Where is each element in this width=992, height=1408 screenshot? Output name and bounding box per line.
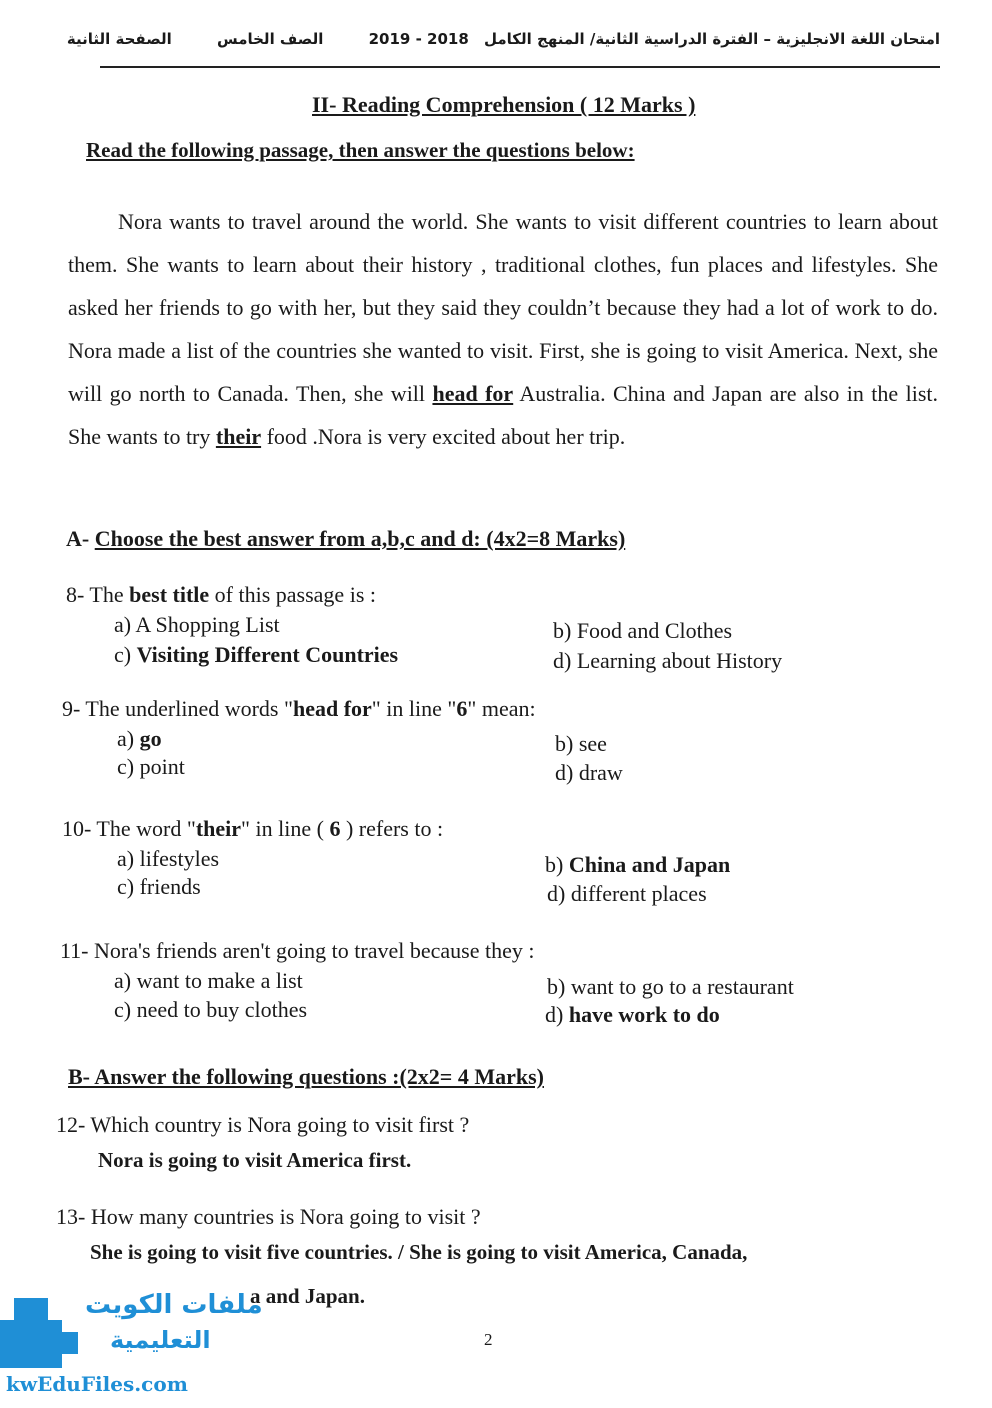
section-a-heading: [66, 526, 625, 552]
q12-answer: Nora is going to visit America first.: [98, 1148, 412, 1172]
page-number: 2: [484, 1330, 493, 1349]
q10-bold1: their: [195, 816, 242, 841]
q8-option-c: [114, 642, 398, 668]
q11-option-d: [545, 1002, 720, 1028]
q9-option-d: d) draw: [555, 760, 623, 785]
q11-d-text: have work to do: [568, 1002, 720, 1027]
q10-bold2: 6: [329, 816, 341, 841]
puzzle-block-side: [58, 1332, 78, 1354]
q9-option-a: [117, 726, 162, 752]
q10-post: ) refers to :: [345, 816, 444, 841]
question-12: 12- Which country is Nora going to visit first ?: [56, 1112, 470, 1137]
q8-number: 8- The: [66, 582, 124, 607]
q8-option-a: a) A Shopping List: [114, 612, 280, 637]
header-year: 2018 - 2019: [368, 30, 469, 48]
watermark-logo: [0, 1280, 263, 1403]
q11-option-a: a) want to make a list: [114, 968, 303, 993]
question-10: [62, 816, 443, 842]
puzzle-block-top: [14, 1298, 48, 1324]
keyword-head-for: head for: [432, 381, 514, 406]
q8-c-prefix: c): [114, 642, 132, 667]
question-11: 11- Nora's friends aren't going to travel because they :: [60, 938, 535, 963]
q10-mid: " in line (: [241, 816, 324, 841]
q8-option-d: d) Learning about History: [553, 648, 783, 673]
question-8: [66, 582, 376, 608]
q9-post: " mean:: [467, 696, 536, 721]
reading-passage: [68, 200, 938, 458]
q10-b-text: China and Japan: [568, 852, 731, 877]
q8-option-b: b) Food and Clothes: [553, 618, 733, 643]
q9-option-b: b) see: [555, 731, 607, 756]
keyword-their: their: [215, 424, 262, 449]
header-exam-title: امتحان اللغة الانجليزية – الفترة الدراسية الثانية/ المنهج الكامل: [484, 30, 940, 48]
q11-option-b: b) want to go to a restaurant: [547, 974, 794, 999]
q10-pre: 10- The word ": [62, 816, 196, 841]
watermark-line-1: ملفات الكويت: [85, 1290, 263, 1320]
q8-rest: of this passage is :: [214, 582, 376, 607]
q9-bold2: 6: [456, 696, 468, 721]
q9-option-c: c) point: [117, 754, 185, 779]
question-13: 13- How many countries is Nora going to visit ?: [56, 1204, 481, 1229]
q9-a-prefix: a): [117, 726, 135, 751]
puzzle-block-main: [0, 1320, 62, 1368]
section-b-title: B- Answer the following questions :(2x2= 4 Marks): [68, 1064, 544, 1089]
watermark-line-2: التعليمية: [110, 1326, 211, 1354]
q10-option-a: a) lifestyles: [117, 846, 220, 871]
q8-c-text: Visiting Different Countries: [136, 642, 399, 667]
q10-b-prefix: b): [545, 852, 564, 877]
q13-answer-line-1: She is going to visit five countries. / She is going to visit America, Canada,: [90, 1240, 748, 1264]
q11-option-c: c) need to buy clothes: [114, 997, 308, 1022]
watermark-url: kwEduFiles.com: [6, 1372, 188, 1396]
q11-d-prefix: d): [545, 1002, 564, 1027]
page-header: [66, 30, 940, 68]
passage-part-3: food .Nora is very excited about her trip.: [266, 424, 626, 449]
q9-mid: " in line ": [371, 696, 457, 721]
q13-answer-line-2: a and Japan.: [250, 1284, 365, 1308]
section-title: II- Reading Comprehension ( 12 Marks ): [312, 92, 696, 117]
q9-bold1: head for: [292, 696, 372, 721]
header-grade: الصف الخامس: [217, 30, 324, 48]
header-page-label: الصفحة الثانية: [66, 30, 172, 48]
instruction: Read the following passage, then answer the questions below:: [86, 138, 635, 162]
q10-option-d: d) different places: [547, 881, 707, 906]
question-9: [62, 696, 536, 722]
q8-bold: best title: [129, 582, 210, 607]
q9-pre: 9- The underlined words ": [62, 696, 293, 721]
q9-a-text: go: [139, 726, 162, 751]
q10-option-b: [545, 852, 730, 878]
q10-option-c: c) friends: [117, 874, 201, 899]
passage-part-2: Australia. China and Japan are also in the list. She wants to try: [68, 381, 938, 449]
section-a-prefix: A-: [66, 526, 90, 551]
passage-part-1: Nora wants to travel around the world. She wants to visit different countries to learn about them. She wants to learn about their history , traditional clothes, fun places and lifestyles. She asked her friends to go with her, but they said they couldn’t because they had a lot of work to do. Nora made a list of the countries she wanted to visit. First, she is going to visit America. Next, she will go north to Canada. Then, she will: [68, 209, 938, 406]
section-b-heading: [68, 1064, 544, 1090]
section-a-title: Choose the best answer from a,b,c and d: (4x2=8 Marks): [94, 526, 626, 551]
